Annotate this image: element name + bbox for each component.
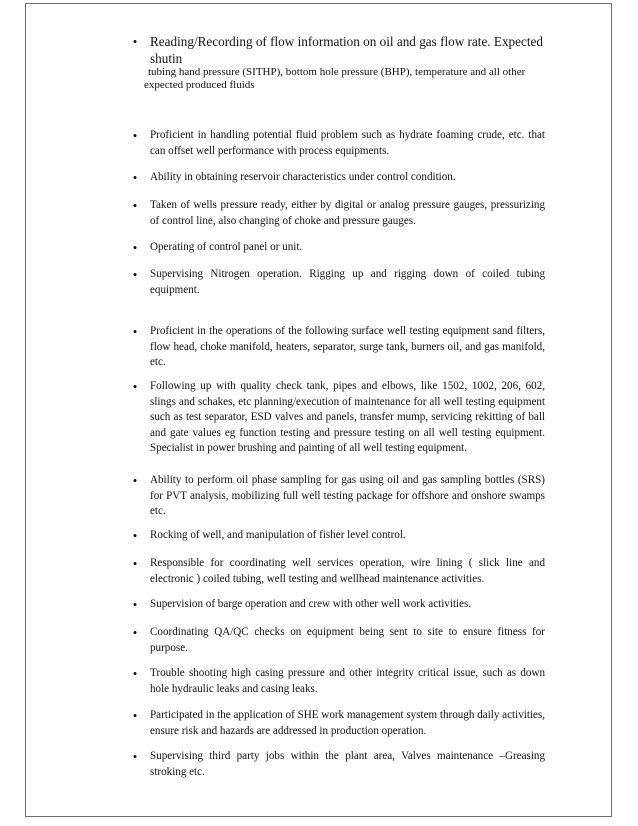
list-item <box>132 473 545 520</box>
list-item <box>132 666 545 697</box>
bullet-icon: • <box>132 708 138 723</box>
list-item-continuation: tubing hand pressure (SITHP), bottom hole pressure (BHP), temperature and all other <box>148 66 526 78</box>
list-item <box>132 528 545 544</box>
bullet-icon: • <box>132 473 138 488</box>
bullet-icon: • <box>132 128 138 143</box>
bullet-icon: • <box>132 324 138 339</box>
list-item <box>132 379 545 457</box>
list-item-text: Trouble shooting high casing pressure and other integrity critical issue, such as down hole hydraulic leaks and casing leaks. <box>150 667 545 695</box>
list-item <box>132 170 545 186</box>
bullet-icon: • <box>132 597 138 612</box>
list-item-text: Proficient in handling potential fluid problem such as hydrate foaming crude, etc. that can offset well performance with process equipments. <box>150 129 545 157</box>
list-item-text: Taken of wells pressure ready, either by digital or analog pressure gauges, pressurizing of control line, also changing of choke and pressure gauges. <box>150 199 545 227</box>
list-item <box>132 33 545 67</box>
list-item <box>132 708 545 739</box>
bullet-icon: • <box>132 556 138 571</box>
list-item <box>132 198 545 229</box>
list-item-text: Rocking of well, and manipulation of fisher level control. <box>150 529 406 541</box>
bullet-icon: • <box>132 666 138 681</box>
bullet-icon: • <box>132 625 138 640</box>
list-item-text: Responsible for coordinating well services operation, wire lining ( slick line and electronic ) coiled tubing, well testing and wellhead maintenance activities. <box>150 557 545 585</box>
bullet-icon: • <box>132 528 138 543</box>
list-item <box>132 324 545 371</box>
list-item <box>132 267 545 298</box>
list-item-text: Supervising third party jobs within the plant area, Valves maintenance –Greasing stroking etc. <box>150 750 545 778</box>
list-item-continuation: expected produced fluids <box>144 79 255 91</box>
list-item <box>132 128 545 159</box>
bullet-icon: • <box>132 749 138 764</box>
list-item <box>132 749 545 780</box>
list-item-text: Proficient in the operations of the following surface well testing equipment sand filters, flow head, choke manifold, heaters, separator, surge tank, burners oil, and gas manifold, etc. <box>150 325 545 368</box>
list-item <box>132 240 545 256</box>
list-item-text: Operating of control panel or unit. <box>150 241 303 253</box>
list-item <box>132 556 545 587</box>
bullet-icon: • <box>132 240 138 255</box>
bullet-icon: • <box>132 379 138 394</box>
bullet-icon: • <box>132 267 138 282</box>
list-item-text: Ability to perform oil phase sampling for gas using oil and gas sampling bottles (SRS) for PVT analysis, mobilizing full well testing package for offshore and onshore swamps etc. <box>150 474 545 517</box>
list-item <box>132 597 545 613</box>
bullet-icon: • <box>132 198 138 213</box>
list-item-text: Participated in the application of SHE work management system through daily activities, ensure risk and hazards are addressed in production operation. <box>150 709 545 737</box>
list-item-text: Coordinating QA/QC checks on equipment being sent to site to ensure fitness for purpose. <box>150 626 545 654</box>
bullet-icon: • <box>132 34 138 49</box>
list-item-text: Supervising Nitrogen operation. Rigging up and rigging down of coiled tubing equipment. <box>150 268 545 296</box>
list-item-text: Reading/Recording of flow information on oil and gas flow rate. Expected shutin <box>150 34 543 66</box>
list-item-text: Following up with quality check tank, pipes and elbows, like 1502, 1002, 206, 602, slings and schakes, etc planning/execution of maintenance for all well testing equipment such as test separator, ESD valves and panels, transfer mump, servicing rekitting of ball and gate values eg function testing and pressure testing on all well testing equipment. Specialist in power brushing and painting of all well testing equipment. <box>150 380 545 454</box>
bullet-icon: • <box>132 170 138 185</box>
list-item-text: Ability in obtaining reservoir characteristics under control condition. <box>150 171 456 183</box>
list-item-text: Supervision of barge operation and crew with other well work activities. <box>150 598 472 610</box>
list-item <box>132 625 545 656</box>
